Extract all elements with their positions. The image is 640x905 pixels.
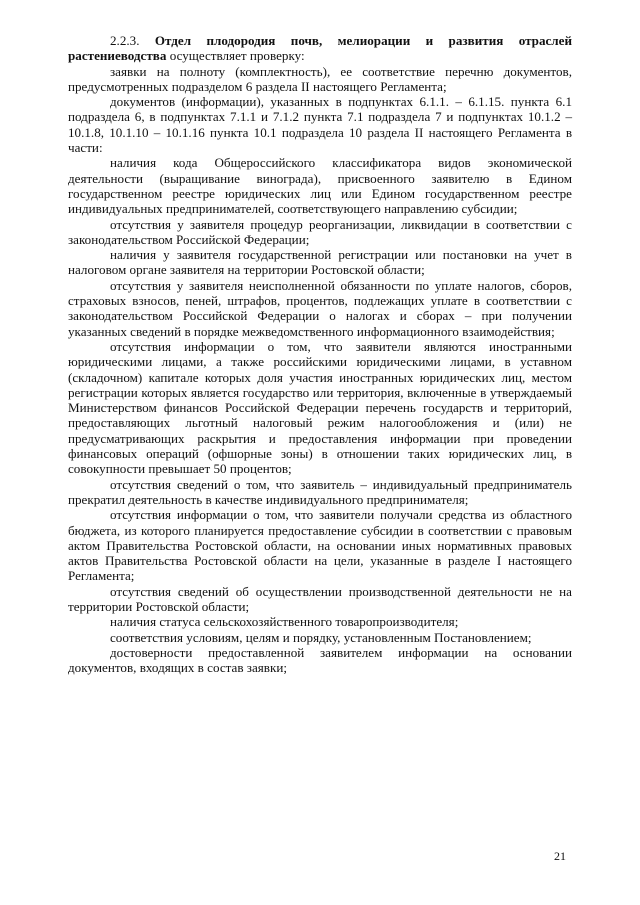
document-body — [68, 33, 572, 675]
section-number: 2.2.3. — [110, 33, 140, 48]
paragraph-producer-status: наличия статуса сельскохозяйственного товаропроизводителя; — [110, 614, 459, 630]
paragraph-documents-check: документов (информации), указанных в подпунктах 6.1.1. – 6.1.15. пункта 6.1 подраздела 6, в подпунктах 7.1.1 и 7.1.2 пункта 7.1 подраздела 7 и подпунктах 10.1.2 – 10.1.8, 10.1.10 – 10.1.16 пункта 10.1 подраздела 10 раздела II настоящего Регламента в части: — [68, 94, 572, 156]
heading-tail: осуществляет проверку: — [166, 48, 305, 64]
paragraph-no-regional-funds: отсутствия информации о том, что заявители получали средства из областного бюджета, из которого планируется предоставление субсидии в соответствии с правовым актом Правительства Ростовской области, на основании иных нормативных правовых актов Правительства Ростовской области на цели, указанные в разделе I настоящего Регламента; — [68, 507, 572, 584]
paragraph-conditions-compliance: соответствия условиям, целям и порядку, установленным Постановлением; — [110, 629, 532, 645]
paragraph-entrepreneur-active: отсутствия сведений о том, что заявитель – индивидуальный предприниматель прекратил деятельность в качестве индивидуального предпринимателя; — [68, 476, 572, 507]
page-number: 21 — [554, 849, 566, 863]
paragraph-state-registration: наличия у заявителя государственной регистрации или постановки на учет в налоговом органе заявителя на территории Ростовской области; — [68, 247, 572, 278]
paragraph-no-tax-debt: отсутствия у заявителя неисполненной обязанности по уплате налогов, сборов, страховых взносов, пеней, штрафов, процентов, подлежащих уплате в соответствии с законодательством Российской Федерации о налогах и сборах – при получении указанных сведений в порядке межведомственного информационного взаимодействия; — [68, 277, 572, 339]
paragraph-no-reorganization: отсутствия у заявителя процедур реорганизации, ликвидации в соответствии с законодательством Российской Федерации; — [68, 216, 572, 247]
paragraph-information-reliability: достоверности предоставленной заявителем информации на основании документов, входящих в состав заявки; — [68, 644, 572, 676]
paragraph-application-completeness: заявки на полноту (комплектность), ее соответствие перечню документов, предусмотренных подразделом 6 раздела II настоящего Регламента; — [68, 63, 572, 94]
paragraph-activity-territory: отсутствия сведений об осуществлении производственной деятельности не на территории Ростовской области; — [68, 583, 572, 614]
paragraph-okved-code: наличия кода Общероссийского классификатора видов экономической деятельности (выращивание винограда), присвоенного заявителю в Едином государственном реестре юридических лиц или Едином государственном реестре индивидуальных предпринимателей, соответствующего направлению субсидии; — [68, 155, 572, 217]
section-heading — [68, 33, 572, 64]
paragraph-no-foreign-entities: отсутствия информации о том, что заявители являются иностранными юридическими лицами, а также российскими юридическими лицами, в уставном (складочном) капитале которых доля участия иностранных юридических лиц, местом регистрации которых является государство или территория, включенные в утверждаемый Министерством финансов Российской Федерации перечень государств и территорий, предоставляющих льготный налоговый режим налогообложения и (или) не предусматривающих раскрытия и предоставления информации при проведении финансовых операций (офшорные зоны) в отношении таких юридических лиц, в совокупности превышает 50 процентов; — [68, 338, 572, 477]
department-name: Отдел плодородия почв, мелиорации и развития отраслей растениеводства — [68, 33, 573, 64]
